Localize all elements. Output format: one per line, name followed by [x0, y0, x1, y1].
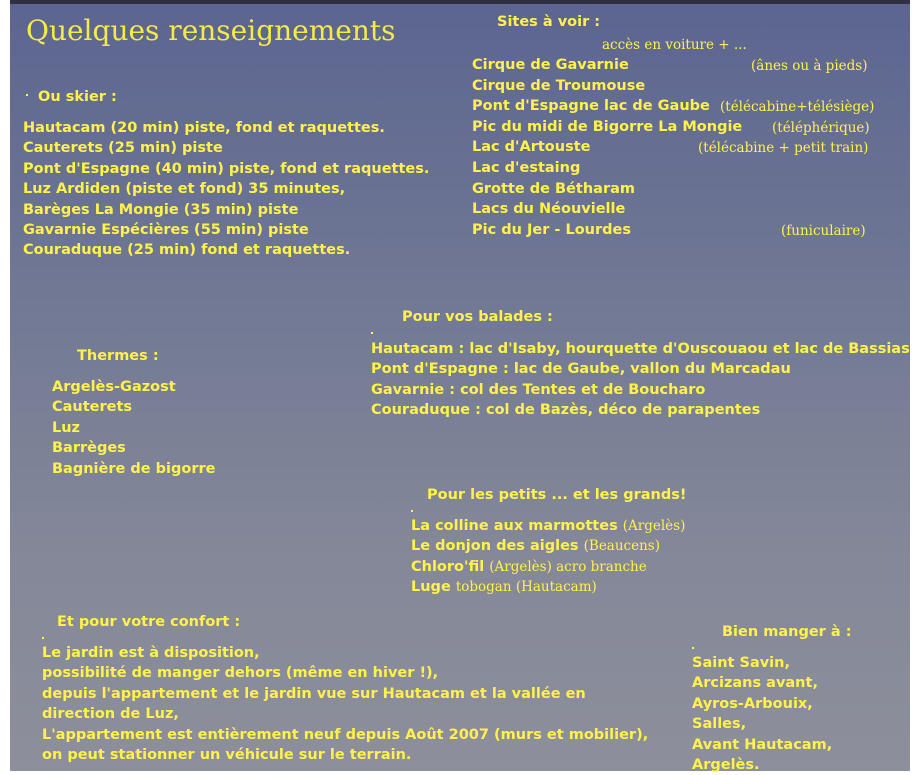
site-row: [472, 220, 872, 241]
site-row: [472, 179, 872, 200]
confort-item: Le jardin est à disposition,: [42, 645, 260, 661]
thermes-item: Cauterets: [52, 399, 133, 416]
ski-item: Hautacam (20 min) piste, fond et raquettes.: [23, 120, 385, 136]
manger-list: [692, 653, 832, 775]
manger-item: Ayros-Arbouix,: [692, 695, 813, 712]
manger-heading: Bien manger à :: [722, 624, 852, 640]
balades-heading: Pour vos balades :: [402, 309, 553, 325]
site-name: Cirque de Gavarnie: [472, 57, 629, 73]
site-name: Lac d'estaing: [472, 159, 581, 176]
thermes-item: Argelès-Gazost: [52, 379, 176, 395]
manger-item: Arcizans avant,: [692, 675, 818, 692]
site-note: (télécabine + petit train): [698, 140, 869, 157]
petits-note: (Argelès): [622, 518, 686, 534]
sites-list: [472, 55, 875, 240]
petits-item: [411, 536, 685, 556]
site-note: (ânes ou à pieds): [751, 58, 868, 74]
bullet-dot: [26, 94, 28, 96]
ski-item: Cauterets (25 min) piste: [23, 140, 223, 157]
sites-subheading: accès en voiture + ...: [602, 37, 747, 53]
site-row: [472, 137, 872, 158]
site-note: (téléphérique): [772, 119, 870, 136]
site-row: [472, 96, 875, 117]
ski-item: Pont d'Espagne (40 min) piste, fond et raquettes.: [23, 160, 430, 177]
confort-item: on peut stationner un véhicule sur le terrain.: [42, 747, 412, 764]
site-row: [472, 55, 872, 76]
petits-item: [411, 516, 685, 536]
balade-item: Pont d'Espagne : lac de Gaube, vallon du Marcadau: [371, 361, 791, 378]
manger-item: Saint Savin,: [692, 655, 790, 671]
confort-item: depuis l'appartement et le jardin vue sur Hautacam et la vallée en: [42, 685, 586, 702]
site-name: Cirque de Troumouse: [472, 77, 646, 94]
thermes-heading: Thermes :: [77, 348, 159, 364]
petits-name: Le donjon des aigles: [411, 538, 579, 555]
thermes-list: [52, 377, 215, 479]
site-note: (télécabine+télésiège): [720, 99, 875, 116]
confort-heading: Et pour votre confort :: [57, 614, 241, 630]
manger-item: Argelès.: [692, 757, 760, 774]
ski-item: Barèges La Mongie (35 min) piste: [23, 201, 299, 218]
site-name: Pic du midi de Bigorre La Mongie: [472, 118, 743, 135]
sites-heading: Sites à voir :: [497, 14, 601, 30]
bullet-dot: [692, 647, 694, 649]
site-name: Lacs du Néouvielle: [472, 201, 626, 218]
ski-item: Couraduque (25 min) fond et raquettes.: [23, 242, 351, 259]
bullet-dot: [42, 637, 44, 639]
petits-name: Luge: [411, 579, 451, 596]
ski-item: Luz Ardiden (piste et fond) 35 minutes,: [23, 181, 346, 198]
petits-item: [411, 577, 685, 597]
petits-heading: Pour les petits ... et les grands!: [427, 487, 687, 503]
thermes-item: Bagnière de bigorre: [52, 460, 216, 477]
confort-item: direction de Luz,: [42, 706, 179, 723]
site-name: Lac d'Artouste: [472, 139, 591, 156]
site-row: [472, 158, 872, 179]
balade-item: Gavarnie : col des Tentes et de Boucharo: [371, 381, 706, 398]
ski-list: [23, 118, 429, 261]
petits-note: (Beaucens): [583, 538, 660, 555]
bullet-dot: [411, 510, 413, 512]
manger-item: Salles,: [692, 716, 747, 733]
petits-name: Chloro'fil: [411, 558, 485, 575]
balade-item: Couraduque : col de Bazès, déco de parapentes: [371, 402, 761, 419]
bullet-dot: [371, 332, 373, 334]
site-row: [472, 117, 872, 138]
petits-list: [411, 516, 685, 598]
balades-list: [371, 339, 910, 421]
petits-name: La colline aux marmottes: [411, 518, 618, 534]
page-title: Quelques renseignements: [26, 14, 396, 47]
thermes-item: Barrèges: [52, 440, 126, 457]
site-row: [472, 199, 872, 220]
site-row: [472, 76, 872, 97]
site-note: (funiculaire): [781, 222, 866, 239]
balade-item: Hautacam : lac d'Isaby, hourquette d'Ouscouaou et lac de Bassias: [371, 341, 910, 357]
ski-heading: Ou skier :: [38, 89, 117, 105]
ski-item: Gavarnie Espécières (55 min) piste: [23, 222, 309, 239]
site-name: Pont d'Espagne lac de Gaube: [472, 98, 710, 115]
petits-item: [411, 557, 685, 577]
confort-item: possibilité de manger dehors (même en hiver !),: [42, 665, 439, 682]
manger-item: Avant Hautacam,: [692, 736, 833, 753]
confort-list: [42, 643, 648, 765]
thermes-item: Luz: [52, 419, 81, 436]
site-name: Pic du Jer - Lourdes: [472, 221, 632, 238]
site-name: Grotte de Bétharam: [472, 180, 635, 197]
confort-item: L'appartement est entièrement neuf depuis Août 2007 (murs et mobilier),: [42, 726, 649, 743]
petits-note: (Argelès) acro branche: [489, 558, 647, 575]
petits-note: tobogan (Hautacam): [455, 579, 597, 596]
